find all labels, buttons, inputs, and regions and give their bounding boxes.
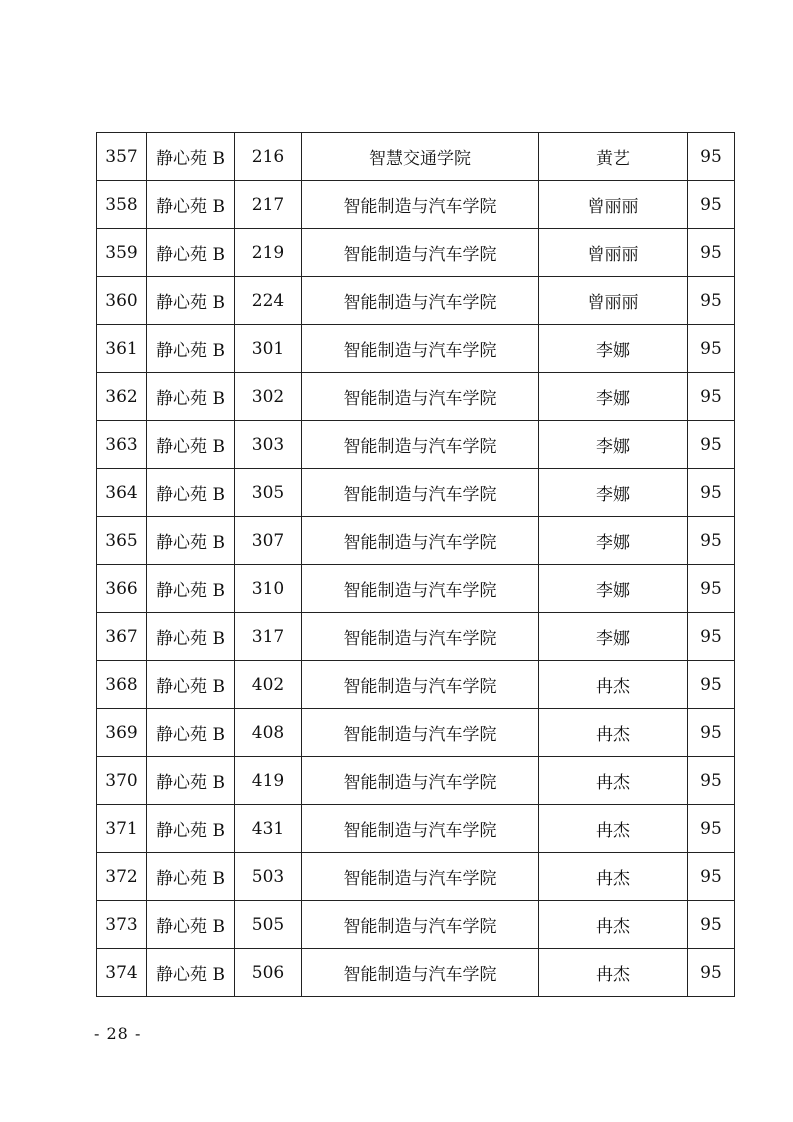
person-cell: 冉杰 — [539, 949, 688, 997]
table-row — [97, 661, 735, 709]
row-number-cell: 362 — [97, 373, 147, 421]
building-cell: 静心苑 B — [147, 757, 235, 805]
building-cell: 静心苑 B — [147, 661, 235, 709]
college-cell: 智能制造与汽车学院 — [302, 565, 539, 613]
college-cell: 智能制造与汽车学院 — [302, 229, 539, 277]
score-cell: 95 — [688, 517, 735, 565]
row-number-cell: 358 — [97, 181, 147, 229]
building-cell: 静心苑 B — [147, 517, 235, 565]
college-cell: 智能制造与汽车学院 — [302, 949, 539, 997]
room-cell: 302 — [235, 373, 302, 421]
table-row — [97, 757, 735, 805]
score-cell: 95 — [688, 421, 735, 469]
college-cell: 智能制造与汽车学院 — [302, 517, 539, 565]
room-cell: 317 — [235, 613, 302, 661]
building-cell: 静心苑 B — [147, 469, 235, 517]
score-cell: 95 — [688, 325, 735, 373]
score-cell: 95 — [688, 181, 735, 229]
row-number-cell: 374 — [97, 949, 147, 997]
table-row — [97, 613, 735, 661]
table-row — [97, 277, 735, 325]
building-cell: 静心苑 B — [147, 373, 235, 421]
score-cell: 95 — [688, 133, 735, 181]
table-row — [97, 373, 735, 421]
person-cell: 李娜 — [539, 373, 688, 421]
building-cell: 静心苑 B — [147, 901, 235, 949]
college-cell: 智能制造与汽车学院 — [302, 421, 539, 469]
room-cell: 216 — [235, 133, 302, 181]
room-cell: 224 — [235, 277, 302, 325]
person-cell: 李娜 — [539, 325, 688, 373]
room-cell: 506 — [235, 949, 302, 997]
score-cell: 95 — [688, 565, 735, 613]
building-cell: 静心苑 B — [147, 709, 235, 757]
row-number-cell: 366 — [97, 565, 147, 613]
table-row — [97, 949, 735, 997]
room-cell: 505 — [235, 901, 302, 949]
table-body — [97, 133, 735, 997]
person-cell: 冉杰 — [539, 853, 688, 901]
score-cell: 95 — [688, 229, 735, 277]
page-number: - 28 - — [94, 1024, 142, 1043]
person-cell: 黄艺 — [539, 133, 688, 181]
room-cell: 301 — [235, 325, 302, 373]
table-row — [97, 517, 735, 565]
building-cell: 静心苑 B — [147, 805, 235, 853]
score-cell: 95 — [688, 709, 735, 757]
score-cell: 95 — [688, 661, 735, 709]
table-row — [97, 901, 735, 949]
person-cell: 曾丽丽 — [539, 229, 688, 277]
score-cell: 95 — [688, 805, 735, 853]
row-number-cell: 368 — [97, 661, 147, 709]
table-row — [97, 181, 735, 229]
room-cell: 217 — [235, 181, 302, 229]
room-cell: 431 — [235, 805, 302, 853]
person-cell: 李娜 — [539, 469, 688, 517]
college-cell: 智能制造与汽车学院 — [302, 757, 539, 805]
table-row — [97, 853, 735, 901]
college-cell: 智能制造与汽车学院 — [302, 661, 539, 709]
building-cell: 静心苑 B — [147, 853, 235, 901]
room-cell: 310 — [235, 565, 302, 613]
college-cell: 智慧交通学院 — [302, 133, 539, 181]
person-cell: 李娜 — [539, 613, 688, 661]
college-cell: 智能制造与汽车学院 — [302, 853, 539, 901]
room-cell: 303 — [235, 421, 302, 469]
college-cell: 智能制造与汽车学院 — [302, 373, 539, 421]
person-cell: 曾丽丽 — [539, 277, 688, 325]
building-cell: 静心苑 B — [147, 229, 235, 277]
score-cell: 95 — [688, 277, 735, 325]
row-number-cell: 360 — [97, 277, 147, 325]
table-row — [97, 469, 735, 517]
score-cell: 95 — [688, 469, 735, 517]
score-cell: 95 — [688, 613, 735, 661]
table-row — [97, 709, 735, 757]
room-cell: 305 — [235, 469, 302, 517]
building-cell: 静心苑 B — [147, 565, 235, 613]
table-row — [97, 133, 735, 181]
person-cell: 李娜 — [539, 565, 688, 613]
person-cell: 冉杰 — [539, 709, 688, 757]
person-cell: 冉杰 — [539, 901, 688, 949]
college-cell: 智能制造与汽车学院 — [302, 181, 539, 229]
college-cell: 智能制造与汽车学院 — [302, 709, 539, 757]
college-cell: 智能制造与汽车学院 — [302, 277, 539, 325]
score-cell: 95 — [688, 853, 735, 901]
row-number-cell: 364 — [97, 469, 147, 517]
row-number-cell: 361 — [97, 325, 147, 373]
person-cell: 李娜 — [539, 421, 688, 469]
score-cell: 95 — [688, 949, 735, 997]
row-number-cell: 367 — [97, 613, 147, 661]
college-cell: 智能制造与汽车学院 — [302, 469, 539, 517]
dormitory-score-table — [96, 132, 735, 997]
building-cell: 静心苑 B — [147, 613, 235, 661]
person-cell: 曾丽丽 — [539, 181, 688, 229]
room-cell: 219 — [235, 229, 302, 277]
room-cell: 408 — [235, 709, 302, 757]
table-row — [97, 325, 735, 373]
building-cell: 静心苑 B — [147, 421, 235, 469]
building-cell: 静心苑 B — [147, 181, 235, 229]
building-cell: 静心苑 B — [147, 325, 235, 373]
person-cell: 冉杰 — [539, 805, 688, 853]
row-number-cell: 369 — [97, 709, 147, 757]
row-number-cell: 357 — [97, 133, 147, 181]
person-cell: 李娜 — [539, 517, 688, 565]
room-cell: 402 — [235, 661, 302, 709]
building-cell: 静心苑 B — [147, 277, 235, 325]
table-row — [97, 565, 735, 613]
table-row — [97, 421, 735, 469]
score-cell: 95 — [688, 373, 735, 421]
building-cell: 静心苑 B — [147, 949, 235, 997]
row-number-cell: 370 — [97, 757, 147, 805]
room-cell: 503 — [235, 853, 302, 901]
row-number-cell: 372 — [97, 853, 147, 901]
room-cell: 307 — [235, 517, 302, 565]
table-row — [97, 229, 735, 277]
college-cell: 智能制造与汽车学院 — [302, 901, 539, 949]
row-number-cell: 363 — [97, 421, 147, 469]
college-cell: 智能制造与汽车学院 — [302, 613, 539, 661]
row-number-cell: 359 — [97, 229, 147, 277]
college-cell: 智能制造与汽车学院 — [302, 805, 539, 853]
building-cell: 静心苑 B — [147, 133, 235, 181]
row-number-cell: 373 — [97, 901, 147, 949]
person-cell: 冉杰 — [539, 661, 688, 709]
row-number-cell: 371 — [97, 805, 147, 853]
college-cell: 智能制造与汽车学院 — [302, 325, 539, 373]
score-cell: 95 — [688, 757, 735, 805]
room-cell: 419 — [235, 757, 302, 805]
table-row — [97, 805, 735, 853]
row-number-cell: 365 — [97, 517, 147, 565]
person-cell: 冉杰 — [539, 757, 688, 805]
score-cell: 95 — [688, 901, 735, 949]
